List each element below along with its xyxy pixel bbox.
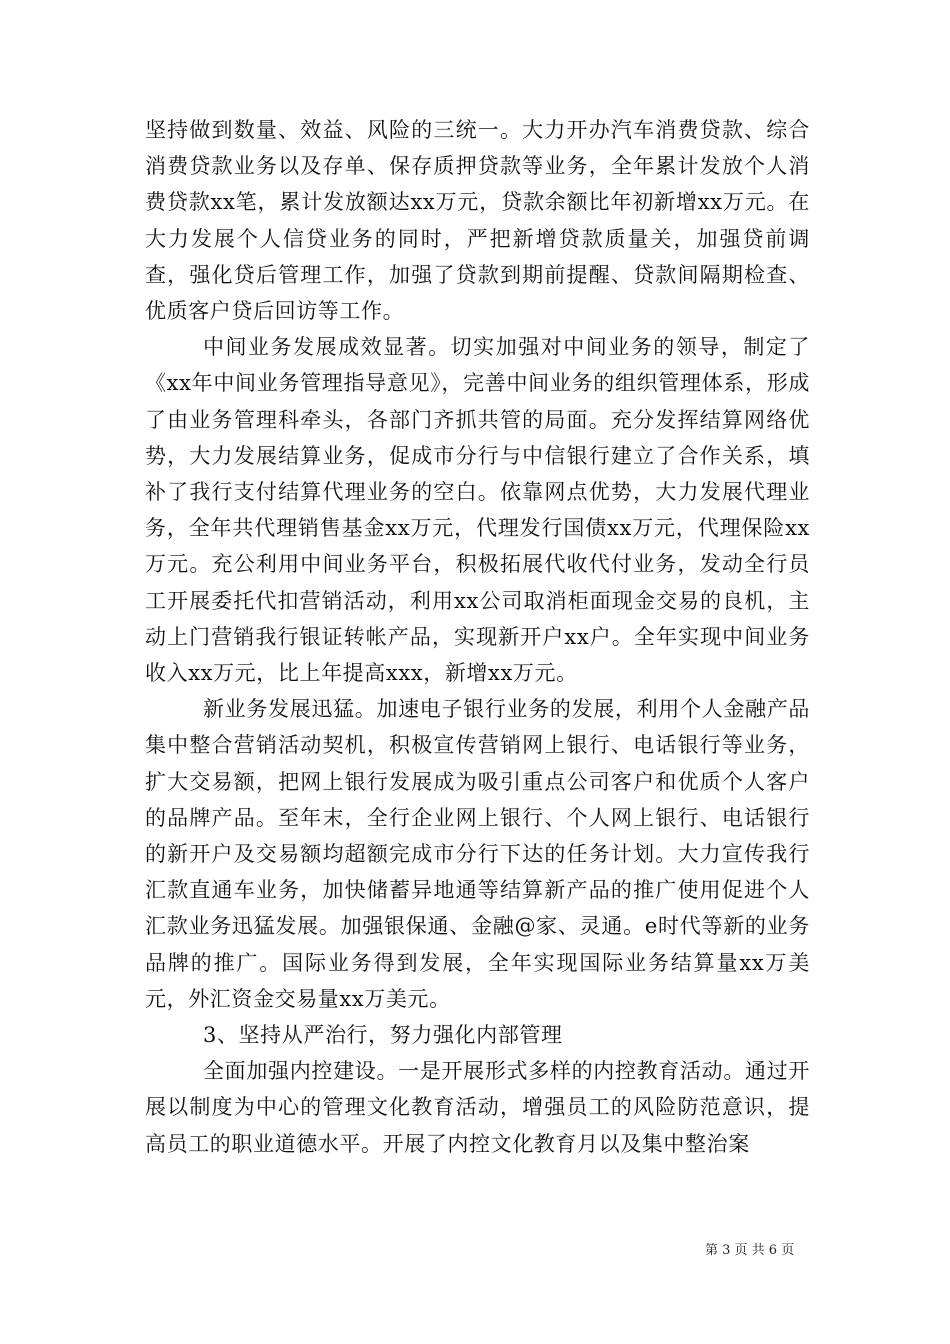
section-heading-internal-management: 3、坚持从严治行，努力强化内部管理 [203, 1023, 563, 1048]
paragraph-intermediary-business: 中间业务发展成效显著。切实加强对中间业务的领导，制定了《xx年中间业务管理指导意见》，完善中间业务的组织管理体系，形成了由业务管理科牵头，各部门齐抓共管的局面。充分发挥结算网络优势，大力发展结算业务，促成市分行与中信银行建立了合作关系，填补了我行支付结算代理业务的空白。依靠网点优势，大力发展代理业务，全年共代理销售基金xx万元，代理发行国债xx万元，代理保险xx万元。充公利用中间业务平台，积极拓展代收代付业务，发动全行员工开展委托代扣营销活动，利用xx公司取消柜面现金交易的良机，主动上门营销我行银证转帐产品，实现新开户xx户。全年实现中间业务收入xx万元，比上年提高xxx，新增xx万元。 [145, 335, 810, 686]
paragraph-new-business: 新业务发展迅猛。加速电子银行业务的发展，利用个人金融产品集中整合营销活动契机，积极宣传营销网上银行、电话银行等业务，扩大交易额，把网上银行发展成为吸引重点公司客户和优质个人客户的品牌产品。至年末，全行企业网上银行、个人网上银行、电话银行的新开户及交易额均超额完成市分行下达的任务计划。大力宣传我行汇款直通车业务，加快储蓄异地通等结算新产品的推广使用促进个人汇款业务迅猛发展。加强银保通、金融@家、灵通。e时代等新的业务品牌的推广。国际业务得到发展，全年实现国际业务结算量xx万美元，外汇资金交易量xx万美元。 [145, 697, 810, 1011]
paragraph-internal-control: 全面加强内控建设。一是开展形式多样的内控教育活动。通过开展以制度为中心的管理文化教育活动，增强员工的风险防范意识，提高员工的职业道德水平。开展了内控文化教育月以及集中整治案 [145, 1059, 810, 1156]
page-number-footer: 第 3 页 共 6 页 [705, 1243, 795, 1258]
paragraph-consumer-loans: 坚持做到数量、效益、风险的三统一。大力开办汽车消费贷款、综合消费贷款业务以及存单、保存质押贷款等业务，全年累计发放个人消费贷款xx笔，累计发放额达xx万元，贷款余额比年初新增xx万元。在大力发展个人信贷业务的同时，严把新增贷款质量关，加强贷前调查，强化贷后管理工作，加强了贷款到期前提醒、贷款间隔期检查、优质客户贷后回访等工作。 [145, 118, 810, 324]
document-body [145, 112, 810, 1162]
